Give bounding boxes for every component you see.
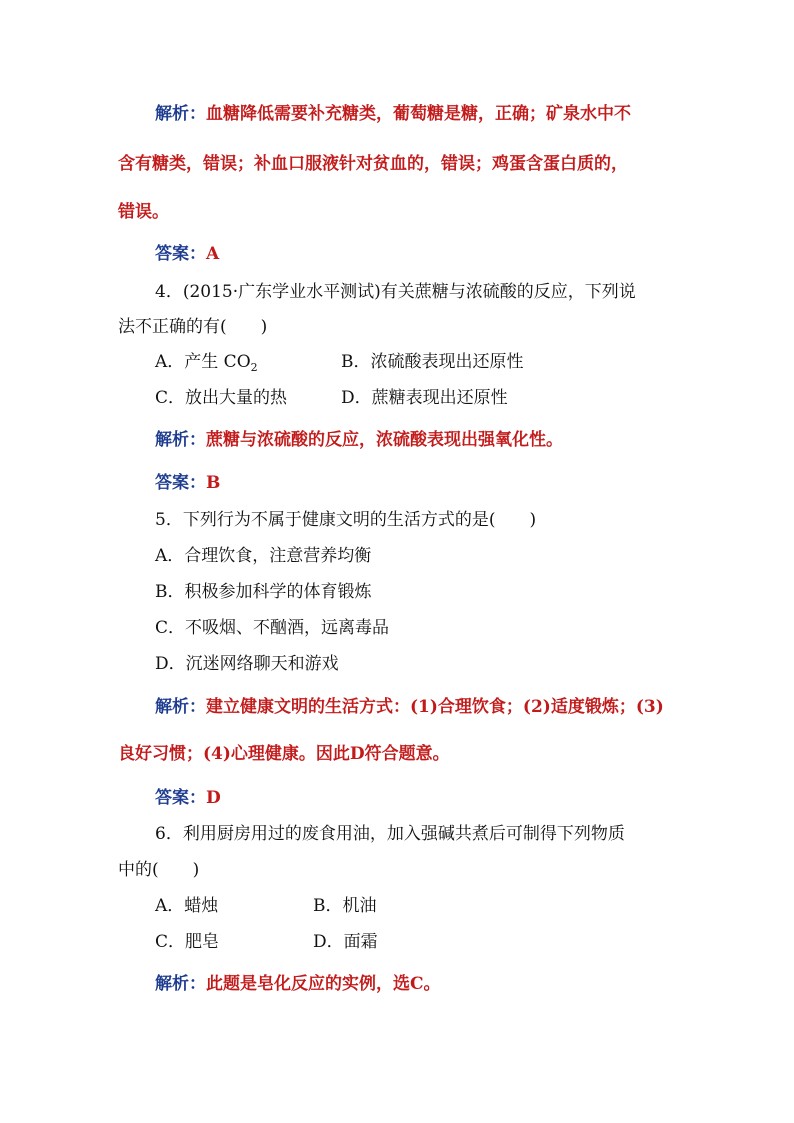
option-d: D．蔗糖表现出还原性 — [341, 388, 508, 408]
question-4-stem-line1: 4．(2015·广东学业水平测试)有关蔗糖与浓硫酸的反应，下列说 — [155, 282, 636, 302]
analysis-q6 — [155, 972, 441, 996]
question-5-stem: 5．下列行为不属于健康文明的生活方式的是( ) — [155, 510, 537, 530]
option-d: D．面霜 — [313, 932, 378, 952]
analysis-q4 — [155, 428, 563, 452]
question-5-option-d: D．沉迷网络聊天和游戏 — [155, 654, 339, 674]
analysis-label: 解析： — [155, 430, 206, 450]
answer-q3 — [155, 242, 219, 266]
answer-q4 — [155, 471, 220, 495]
question-6-stem-line1: 6．利用厨房用过的废食用油，加入强碱共煮后可制得下列物质 — [155, 824, 625, 844]
question-5-option-c: C．不吸烟、不酗酒，远离毒品 — [155, 618, 390, 638]
analysis-text: 此题是皂化反应的实例，选C。 — [206, 974, 441, 994]
option-b: B．浓硫酸表现出还原性 — [341, 352, 524, 372]
question-5-option-b: B．积极参加科学的体育锻炼 — [155, 582, 372, 602]
answer-value: D — [206, 788, 221, 808]
analysis-label: 解析： — [155, 104, 206, 124]
answer-label: 答案： — [155, 788, 206, 808]
analysis-paragraph-q3-line3: 错误。 — [118, 202, 169, 222]
analysis-text: 建立健康文明的生活方式：(1)合理饮食；(2)适度锻炼；(3) — [206, 697, 664, 717]
question-6-options-row1 — [155, 894, 555, 918]
analysis-text: 血糖降低需要补充糖类，葡萄糖是糖，正确；矿泉水中不 — [206, 104, 631, 124]
analysis-text: 蔗糖与浓硫酸的反应，浓硫酸表现出强氧化性。 — [206, 430, 563, 450]
option-a: A．蜡烛 — [155, 896, 219, 916]
analysis-paragraph-q3-line2: 含有糖类，错误；补血口服液针对贫血的，错误；鸡蛋含蛋白质的， — [118, 154, 628, 174]
answer-value: B — [206, 473, 221, 493]
answer-label: 答案： — [155, 244, 206, 264]
question-6-options-row2 — [155, 930, 555, 954]
analysis-q5-line2: 良好习惯；(4)心理健康。因此D符合题意。 — [118, 744, 450, 764]
answer-q5 — [155, 786, 221, 810]
analysis-label: 解析： — [155, 697, 206, 717]
analysis-label: 解析： — [155, 974, 206, 994]
analysis-paragraph-q3-line1 — [155, 102, 631, 126]
option-a: A．产生 $CO_2$ — [155, 352, 258, 374]
question-4-options-row2 — [155, 386, 715, 410]
answer-value: A — [206, 244, 220, 264]
answer-label: 答案： — [155, 473, 206, 493]
question-5-option-a: A．合理饮食，注意营养均衡 — [155, 546, 372, 566]
option-c: C．放出大量的热 — [155, 388, 288, 408]
question-4-options-row1 — [155, 350, 715, 380]
option-b: B．机油 — [313, 896, 377, 916]
analysis-q5-line1 — [155, 695, 664, 719]
question-4-stem-line2: 法不正确的有( ) — [118, 317, 268, 337]
question-6-stem-line2: 中的( ) — [118, 860, 200, 880]
option-c: C．肥皂 — [155, 932, 220, 952]
